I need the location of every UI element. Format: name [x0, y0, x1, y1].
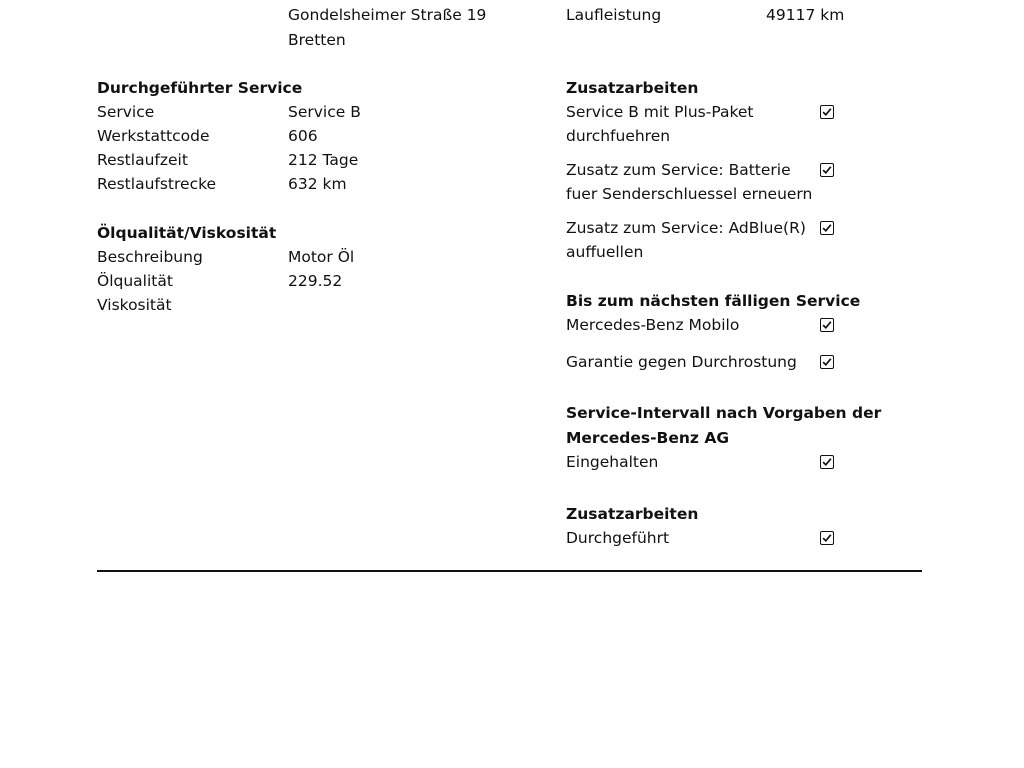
address-street: Gondelsheimer Straße 19	[288, 6, 487, 24]
extras2-heading: Zusatzarbeiten	[566, 505, 699, 523]
oil-heading: Ölqualität/Viskosität	[97, 224, 277, 242]
checkmark-icon	[821, 164, 833, 176]
oil-quality-value: 229.52	[288, 272, 343, 290]
interval-heading-line1: Service-Intervall nach Vorgaben der	[566, 404, 882, 422]
viscosity-label: Viskosität	[97, 296, 172, 314]
extras2-checkbox[interactable]	[820, 531, 834, 545]
checkmark-icon	[821, 222, 833, 234]
interval-heading-line2: Mercedes-Benz AG	[566, 429, 730, 447]
interval-label: Eingehalten	[566, 453, 659, 471]
oil-description-label: Beschreibung	[97, 248, 203, 266]
interval-checkbox[interactable]	[820, 455, 834, 469]
extra-3-line2: auffuellen	[566, 243, 644, 261]
extra-1-line2: durchfuehren	[566, 127, 671, 145]
workshop-code-value: 606	[288, 127, 318, 145]
rust-warranty-checkbox[interactable]	[820, 355, 834, 369]
mileage-value: 49117 km	[766, 6, 845, 24]
remaining-time-value: 212 Tage	[288, 151, 359, 169]
extras2-label: Durchgeführt	[566, 529, 670, 547]
checkmark-icon	[821, 356, 833, 368]
checkmark-icon	[821, 319, 833, 331]
mobilo-checkbox[interactable]	[820, 318, 834, 332]
extra-3-line1: Zusatz zum Service: AdBlue(R)	[566, 219, 806, 237]
section-divider	[97, 570, 922, 572]
checkmark-icon	[821, 106, 833, 118]
oil-description-value: Motor Öl	[288, 248, 355, 266]
service-label: Service	[97, 103, 155, 121]
extra-1-checkbox[interactable]	[820, 105, 834, 119]
rust-warranty-label: Garantie gegen Durchrostung	[566, 353, 797, 371]
extra-2-checkbox[interactable]	[820, 163, 834, 177]
next-service-heading: Bis zum nächsten fälligen Service	[566, 292, 861, 310]
workshop-code-label: Werkstattcode	[97, 127, 210, 145]
oil-quality-label: Ölqualität	[97, 272, 173, 290]
mobilo-label: Mercedes-Benz Mobilo	[566, 316, 740, 334]
address-city: Bretten	[288, 31, 346, 49]
extras-heading: Zusatzarbeiten	[566, 79, 699, 97]
mileage-label: Laufleistung	[566, 6, 662, 24]
extra-2-line1: Zusatz zum Service: Batterie	[566, 161, 791, 179]
remaining-time-label: Restlaufzeit	[97, 151, 188, 169]
checkmark-icon	[821, 532, 833, 544]
extra-2-line2: fuer Senderschluessel erneuern	[566, 185, 813, 203]
service-value: Service B	[288, 103, 361, 121]
checkmark-icon	[821, 456, 833, 468]
extra-1-line1: Service B mit Plus-Paket	[566, 103, 754, 121]
service-heading: Durchgeführter Service	[97, 79, 303, 97]
remaining-distance-value: 632 km	[288, 175, 347, 193]
extra-3-checkbox[interactable]	[820, 221, 834, 235]
remaining-distance-label: Restlaufstrecke	[97, 175, 217, 193]
